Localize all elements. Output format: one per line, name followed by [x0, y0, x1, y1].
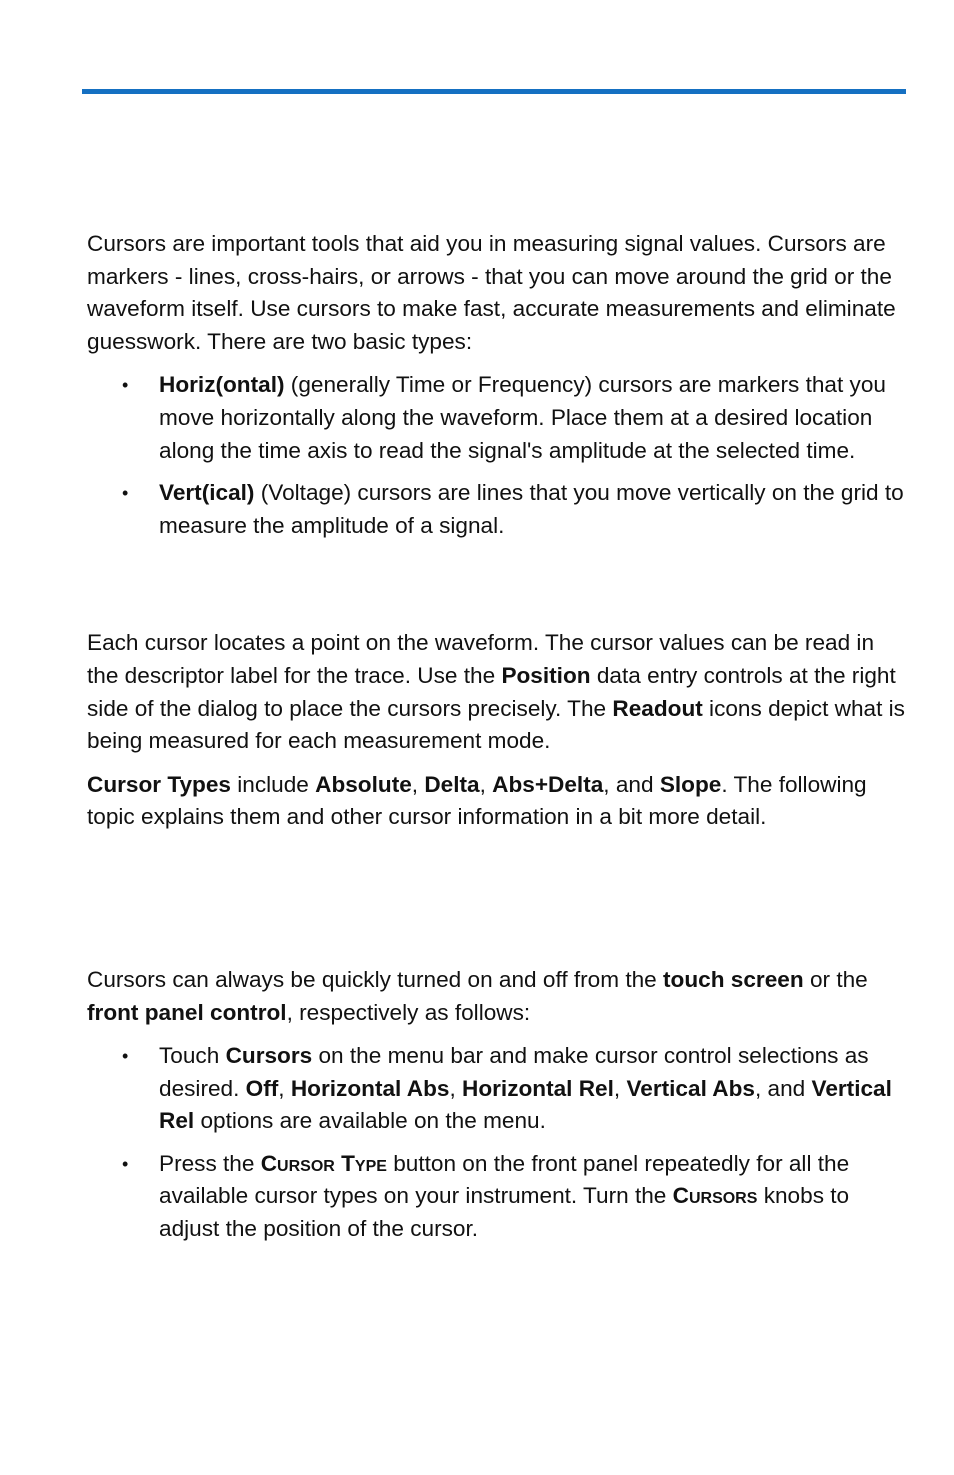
- bullet-icon: •: [122, 1153, 129, 1174]
- list-item: • Touch Cursors on the menu bar and make cursor control selections as desired. Off, Horizontal Abs, Horizontal Rel, Vertical Abs, and Vertical Rel options are available on the menu.: [87, 1040, 907, 1138]
- turn-on-paragraph: Cursors can always be quickly turned on and off from the touch screen or the front panel control, respectively as follows:: [87, 966, 868, 1025]
- section-gap: [87, 834, 907, 964]
- section-gap: [87, 552, 907, 627]
- bullet-icon: •: [122, 375, 129, 396]
- cursors-knob-label: Cursors: [672, 1183, 758, 1209]
- term-vertical: Vert(ical): [159, 480, 255, 506]
- term-horizontal: Horiz(ontal): [159, 372, 285, 398]
- bullet-icon: •: [122, 1046, 129, 1067]
- cursor-types-paragraph: Cursor Types include Absolute, Delta, Abs+Delta, and Slope. The following topic explains them and other cursor information in a bit more detail.: [87, 771, 867, 830]
- readout-paragraph: Each cursor locates a point on the waveform. The cursor values can be read in the descriptor label for the trace. Use the Position data entry controls at the right side of the dialog to place the cursors precisely. The Readout icons depict what is being measured for each measurement mode.: [87, 630, 905, 754]
- list-item: • Vert(ical) (Voltage) cursors are lines that you move vertically on the grid to measure the amplitude of a signal.: [87, 477, 907, 542]
- bullet-icon: •: [122, 483, 129, 504]
- document-body: [87, 228, 907, 1256]
- list-item: • Press the Cursor Type button on the front panel repeatedly for all the available cursor types on your instrument. Turn the Cursors knobs to adjust the position of the cursor.: [87, 1148, 907, 1246]
- turn-on-list: [87, 1040, 907, 1246]
- cursor-types-list: [87, 369, 907, 542]
- list-item: • Horiz(ontal) (generally Time or Frequency) cursors are markers that you move horizontally along the waveform. Place them at a desired location along the time axis to read the signal's amplitude at the selected time.: [87, 369, 907, 467]
- cursor-type-key: Cursor Type: [260, 1150, 387, 1176]
- header-rule: [82, 89, 906, 94]
- intro-paragraph: Cursors are important tools that aid you in measuring signal values. Cursors are markers - lines, cross-hairs, or arrows - that you can move around the grid or the waveform itself. Use cursors to make fast, accurate measurements and eliminate guesswork. There are two basic types:: [87, 231, 896, 354]
